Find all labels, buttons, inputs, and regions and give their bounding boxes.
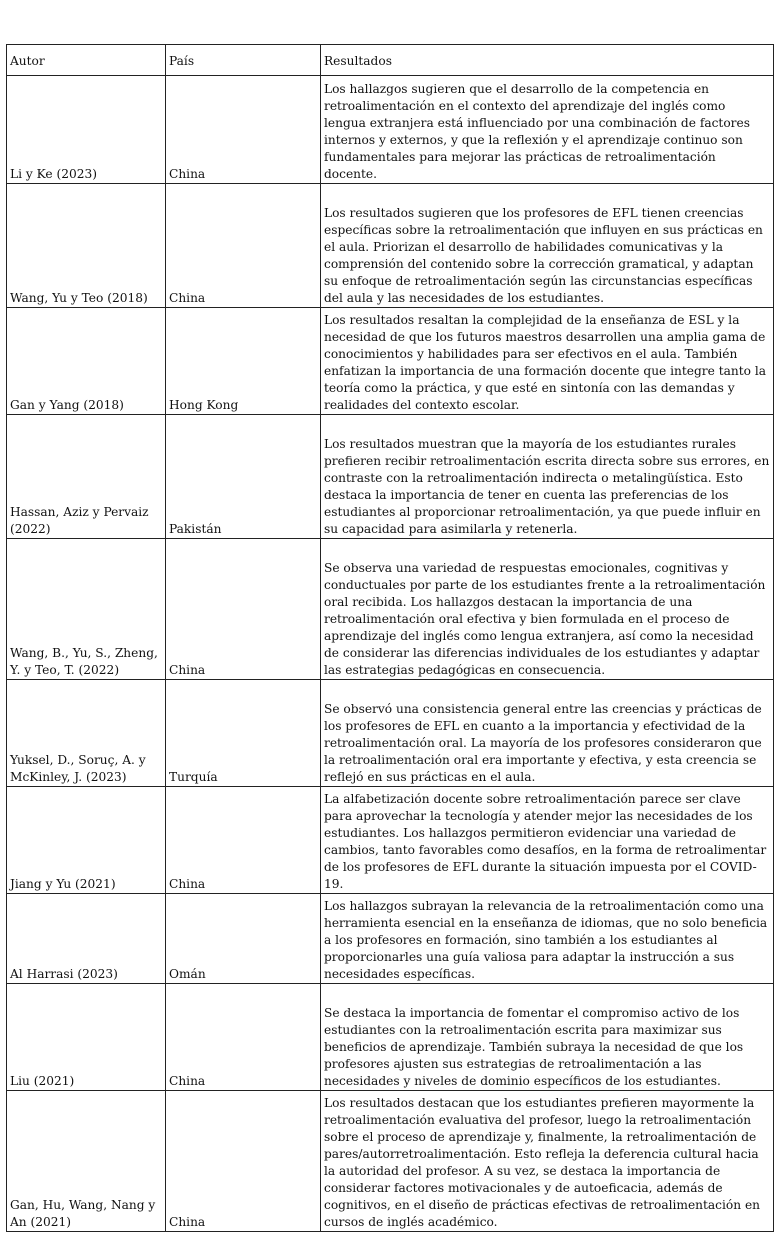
header-pais: País: [166, 45, 321, 76]
cell-pais: China: [166, 1091, 321, 1232]
cell-autor: Hassan, Aziz y Pervaiz (2022): [7, 415, 166, 539]
cell-pais: Hong Kong: [166, 308, 321, 415]
cell-pais: Pakistán: [166, 415, 321, 539]
cell-pais: China: [166, 184, 321, 308]
table-row: [7, 539, 774, 680]
table-header-row: [7, 45, 774, 76]
cell-resultados: Los resultados destacan que los estudiantes prefieren mayormente la retroalimentación evaluativa del profesor, luego la retroalimentación sobre el proceso de aprendizaje y, finalmente, la retroalimentación de pares/autorretroalimentación. Esto refleja la deferencia cultural hacia la autoridad del profesor. A su vez, se destaca la importancia de considerar factores motivacionales y de autoeficacia, además de cognitivos, en el diseño de prácticas efectivas de retroalimentación en cursos de inglés académico.: [321, 1091, 774, 1232]
table-row: [7, 415, 774, 539]
cell-autor: Wang, B., Yu, S., Zheng, Y. y Teo, T. (2022): [7, 539, 166, 680]
cell-autor: Al Harrasi (2023): [7, 894, 166, 984]
cell-resultados: La alfabetización docente sobre retroalimentación parece ser clave para aprovechar la tecnología y atender mejor las necesidades de los estudiantes. Los hallazgos permitieron evidenciar una variedad de cambios, tanto favorables como desafíos, en la forma de retroalimentar de los profesores de EFL durante la situación impuesta por el COVID-19.: [321, 787, 774, 894]
header-resultados: Resultados: [321, 45, 774, 76]
cell-pais: Turquía: [166, 680, 321, 787]
cell-autor: Yuksel, D., Soruç, A. y McKinley, J. (2023): [7, 680, 166, 787]
header-autor: Autor: [7, 45, 166, 76]
cell-autor: Gan, Hu, Wang, Nang y An (2021): [7, 1091, 166, 1232]
cell-resultados: Se observa una variedad de respuestas emocionales, cognitivas y conductuales por parte de los estudiantes frente a la retroalimentación oral recibida. Los hallazgos destacan la importancia de una retroalimentación oral efectiva y bien formulada en el proceso de aprendizaje del inglés como lengua extranjera, así como la necesidad de considerar las diferencias individuales de los estudiantes y adaptar las estrategias pedagógicas en consecuencia.: [321, 539, 774, 680]
table-row: [7, 787, 774, 894]
cell-autor: Li y Ke (2023): [7, 76, 166, 184]
cell-pais: China: [166, 539, 321, 680]
cell-pais: China: [166, 787, 321, 894]
cell-resultados: Se observó una consistencia general entre las creencias y prácticas de los profesores de EFL en cuanto a la importancia y efectividad de la retroalimentación oral. La mayoría de los profesores consideraron que la retroalimentación oral era importante y efectiva, y esta creencia se reflejó en sus prácticas en el aula.: [321, 680, 774, 787]
cell-autor: Wang, Yu y Teo (2018): [7, 184, 166, 308]
cell-resultados: Los resultados muestran que la mayoría de los estudiantes rurales prefieren recibir retroalimentación escrita directa sobre sus errores, en contraste con la retroalimentación indirecta o metalingüística. Esto destaca la importancia de tener en cuenta las preferencias de los estudiantes al proporcionar retroalimentación, ya que puede influir en su capacidad para asimilarla y retenerla.: [321, 415, 774, 539]
literature-review-table: [6, 44, 774, 1232]
cell-pais: China: [166, 984, 321, 1091]
cell-resultados: Se destaca la importancia de fomentar el compromiso activo de los estudiantes con la retroalimentación escrita para maximizar sus beneficios de aprendizaje. También subraya la necesidad de que los profesores ajusten sus estrategias de retroalimentación a las necesidades y niveles de dominio específicos de los estudiantes.: [321, 984, 774, 1091]
table-row: [7, 1091, 774, 1232]
table-row: [7, 76, 774, 184]
cell-pais: China: [166, 76, 321, 184]
cell-resultados: Los resultados sugieren que los profesores de EFL tienen creencias específicas sobre la retroalimentación que influyen en sus prácticas en el aula. Priorizan el desarrollo de habilidades comunicativas y la comprensión del contenido sobre la corrección gramatical, y adaptan su enfoque de retroalimentación según las circunstancias específicas del aula y las necesidades de los estudiantes.: [321, 184, 774, 308]
cell-resultados: Los resultados resaltan la complejidad de la enseñanza de ESL y la necesidad de que los futuros maestros desarrollen una amplia gama de conocimientos y habilidades para ser efectivos en el aula. También enfatizan la importancia de una formación docente que integre tanto la teoría como la práctica, y que esté en sintonía con las demandas y realidades del contexto escolar.: [321, 308, 774, 415]
cell-pais: Omán: [166, 894, 321, 984]
table-row: [7, 984, 774, 1091]
cell-autor: Liu (2021): [7, 984, 166, 1091]
cell-resultados: Los hallazgos subrayan la relevancia de la retroalimentación como una herramienta esencial en la enseñanza de idiomas, que no solo beneficia a los profesores en formación, sino también a los estudiantes al proporcionarles una guía valiosa para adaptar la instrucción a sus necesidades específicas.: [321, 894, 774, 984]
cell-autor: Jiang y Yu (2021): [7, 787, 166, 894]
table-row: [7, 184, 774, 308]
table-row: [7, 680, 774, 787]
cell-autor: Gan y Yang (2018): [7, 308, 166, 415]
table-row: [7, 308, 774, 415]
table-row: [7, 894, 774, 984]
cell-resultados: Los hallazgos sugieren que el desarrollo de la competencia en retroalimentación en el contexto del aprendizaje del inglés como lengua extranjera está influenciado por una combinación de factores internos y externos, y que la reflexión y el aprendizaje continuo son fundamentales para mejorar las prácticas de retroalimentación docente.: [321, 76, 774, 184]
